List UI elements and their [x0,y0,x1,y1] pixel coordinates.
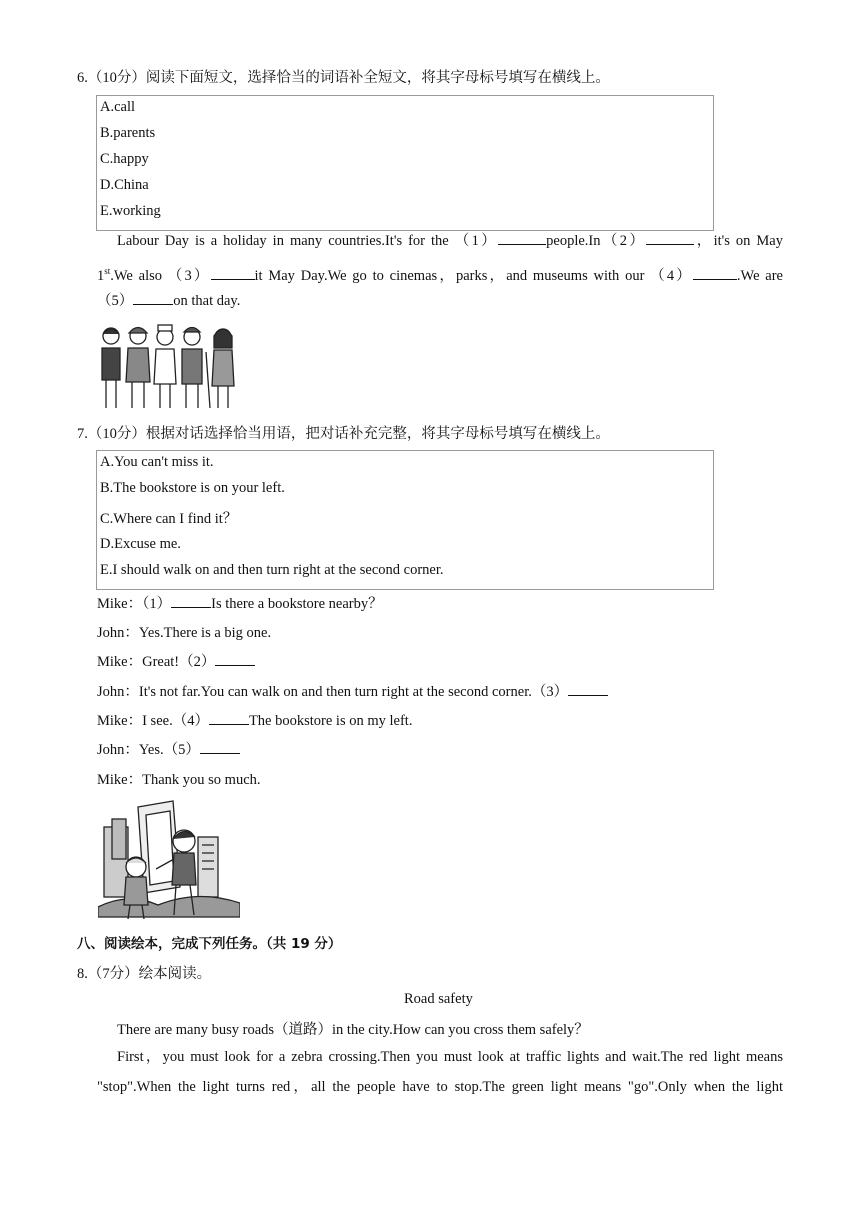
q7-option-d: D.Excuse me. [100,536,181,552]
passage-line-1: There are many busy roads（道路）in the city.How can you cross them safely？ [117,1022,589,1038]
q6-passage-text: （5） [97,293,134,309]
q6-option-b: B.parents [100,125,156,141]
q6-passage-text: people.In（2） [546,233,647,249]
q6-passage-text: .We also （3） [110,267,211,284]
q6-blank-2[interactable] [646,231,694,245]
dialogue-line-5 [97,709,412,730]
q6-passage-text: Labour Day is a holiday in many countries.It's for the （1） [117,233,499,249]
dialogue-text: Mike：Thank you so much. [97,772,261,788]
q6-passage-text: 1 [97,267,105,284]
q6-passage-text: on that day. [173,293,241,309]
q6-passage-text: ，it's on May [694,233,783,249]
q6-option-d: D.China [100,177,149,193]
passage-line-3: "stop".When the light turns red，all the people have to stop.The green light means "go".Only when the light [97,1079,783,1095]
q6-blank-3[interactable] [211,266,255,280]
q6-option-box [96,95,714,231]
q6-blank-5[interactable] [133,291,173,305]
dialogue-line-3 [97,650,255,671]
q7-blank-3[interactable] [568,682,608,696]
question-7-header: 7.（10分）根据对话选择恰当用语，把对话补充完整，将其字母标号填写在横线上。 [77,426,610,442]
dialogue-line-6 [97,738,240,759]
q7-option-box [96,450,714,590]
q6-blank-1[interactable] [498,231,546,245]
q7-option-c: C.Where can I find it？ [100,511,238,527]
dialogue-line-1 [97,592,383,613]
q7-blank-4[interactable] [209,711,249,725]
q6-option-e: E.working [100,203,161,219]
dialogue-line-2 [97,621,271,642]
workers-illustration [98,322,242,412]
q6-passage-line-1 [97,226,783,256]
dialogue-line-7 [97,768,261,789]
q7-blank-5[interactable] [200,740,240,754]
question-6-header: 6.（10分）阅读下面短文，选择恰当的词语补全短文，将其字母标号填写在横线上。 [77,70,610,86]
dialogue-text: The bookstore is on my left. [248,713,413,729]
dialogue-text: John：Yes.（5） [97,742,200,758]
section-8-heading: 八、阅读绘本，完成下列任务。（共 19 分） [77,936,342,952]
question-8-header: 8.（7分）绘本阅读。 [77,966,212,982]
q6-option-c: C.happy [100,151,149,167]
q6-option-a: A.call [100,99,136,115]
dialogue-text: Mike：（1） [97,596,172,612]
q6-blank-4[interactable] [693,266,737,280]
q7-option-b: B.The bookstore is on your left. [100,480,285,496]
dialogue-text: John：Yes.There is a big one. [97,625,272,641]
city-street-illustration [98,797,240,923]
q7-blank-2[interactable] [215,652,255,666]
q7-option-a: A.You can't miss it. [100,454,214,470]
q6-passage-text: it May Day.We go to cinemas，parks，and museums with our （4） [254,267,693,284]
passage-title: Road safety [404,991,473,1007]
passage-line-2: First，you must look for a zebra crossing.Then you must look at traffic lights and wait.The red light means [117,1049,783,1065]
q6-passage-line-3 [97,286,240,316]
dialogue-line-4 [97,680,608,701]
dialogue-text: Is there a bookstore nearby？ [211,596,383,612]
ordinal-suffix: st [104,266,111,276]
q7-option-e: E.I should walk on and then turn right at the second corner. [100,562,444,578]
dialogue-text: Mike：Great!（2） [97,654,216,670]
dialogue-text: Mike：I see.（4） [97,713,209,729]
dialogue-text: John：It's not far.You can walk on and then turn right at the second corner.（3） [97,684,569,700]
q7-blank-1[interactable] [171,594,211,608]
q6-passage-text: .We are [736,267,783,284]
